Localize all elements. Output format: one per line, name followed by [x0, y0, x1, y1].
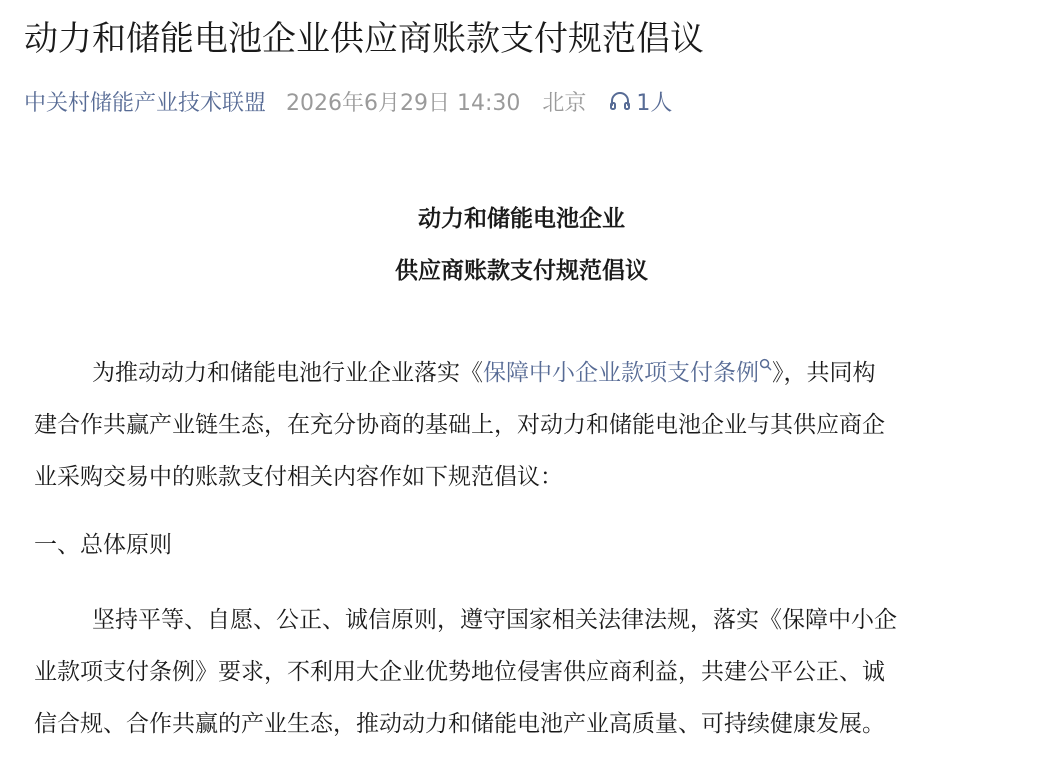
- paragraph-line: 建合作共赢产业链生态，在充分协商的基础上，对动力和储能电池企业与其供应商企: [34, 412, 885, 438]
- paragraph-line: 坚持平等、自愿、公正、诚信原则，遵守国家相关法律法规，落实《保障中小企: [92, 607, 897, 633]
- text-segment: 》，共同构: [772, 360, 876, 386]
- link-text: 保障中小企业款项支付条例: [483, 360, 759, 386]
- article-title: 动力和储能电池企业供应商账款支付规范倡议: [24, 19, 704, 59]
- author-link[interactable]: 中关村储能产业技术联盟: [24, 90, 267, 116]
- publish-location: 北京: [542, 90, 587, 116]
- paragraph-line: 信合规、合作共赢的产业生态，推动动力和储能电池产业高质量、可持续健康发展。: [34, 711, 885, 737]
- listen-count: 1人: [636, 90, 673, 116]
- section-heading: 一、总体原则: [34, 532, 172, 558]
- paragraph-line: 业采购交易中的账款支付相关内容作如下规范倡议：: [34, 464, 563, 490]
- text-segment: 为推动动力和储能电池行业企业落实《: [92, 360, 483, 386]
- regulation-search-link[interactable]: [483, 360, 772, 386]
- paragraph-line: 业款项支付条例》要求，不利用大企业优势地位侵害供应商利益，共建公平公正、诚: [34, 659, 885, 685]
- search-icon: [759, 358, 772, 371]
- principle-paragraph: [34, 594, 1022, 750]
- document-heading-line1: 动力和储能电池企业: [418, 206, 625, 232]
- intro-paragraph: [34, 347, 1022, 503]
- document-heading-line2: 供应商账款支付规范倡议: [395, 258, 648, 284]
- listen-button[interactable]: [608, 86, 672, 117]
- publish-date: 2026年6月29日 14:30: [286, 90, 521, 116]
- headphones-icon: [608, 89, 632, 113]
- paragraph-line: [34, 347, 1022, 399]
- article-meta: [24, 84, 672, 118]
